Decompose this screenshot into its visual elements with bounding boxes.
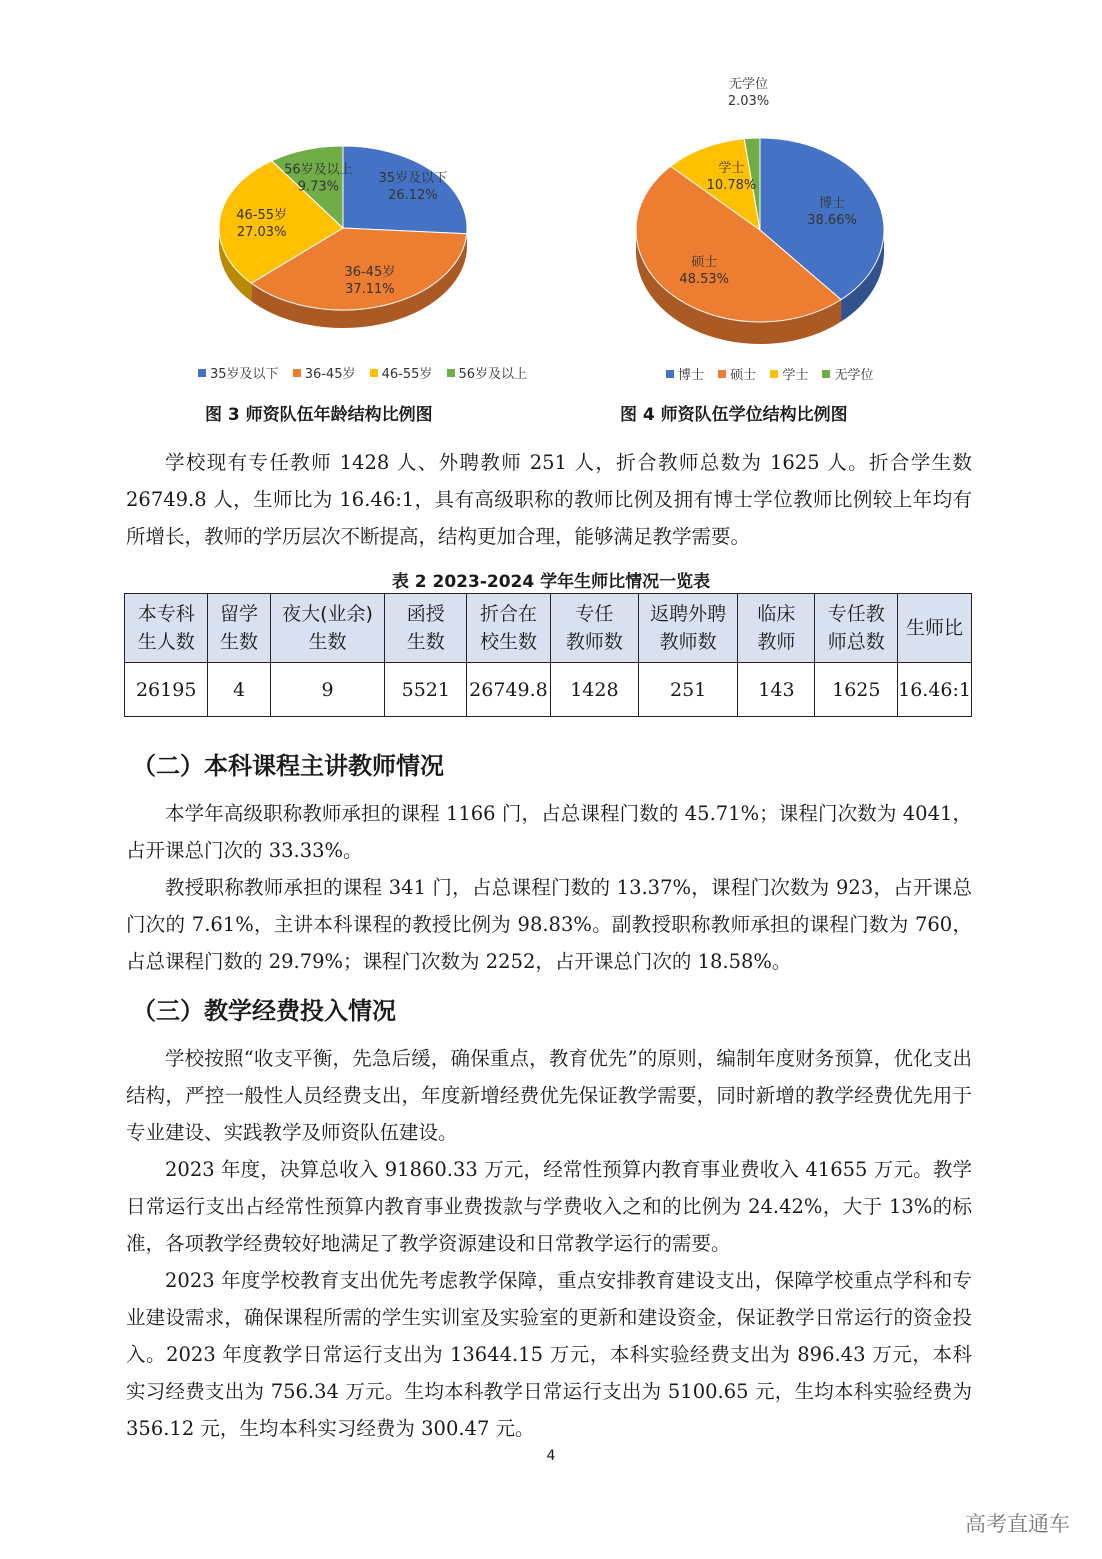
student-teacher-table [124,593,972,717]
pie-label-category: 56岁及以上 [284,162,353,178]
table-cell: 143 [738,663,815,717]
table-header: 生师比 [898,594,972,663]
table-cell: 251 [638,663,737,717]
table-header: 折合在 校生数 [467,594,551,663]
table-header: 专任 教师数 [550,594,638,663]
pie-label-category: 博士 [819,196,846,212]
table-header: 返聘外聘 教师数 [638,594,737,663]
paragraph: 2023 年度学校教育支出优先考虑教学保障，重点安排教育建设支出，保障学校重点学科和专业建设需求，确保课程所需的学生实训室及实验室的更新和建设资金，保证教学日常运行的资金投入。2023 年度教学日常运行支出为 13644.15 万元，本科实验经费支出为 896.43 万元，本科实习经费支出为 756.34 万元。生均本科教学日常运行支出为 5100.65 元，生均本科实验经费为 356.12 元，生均本科实习经费为 300.47 元。 [126,1269,972,1440]
pie-label-category: 36-45岁 [344,265,396,281]
pie-label-value: 27.03% [236,225,287,241]
table-cell: 9 [270,663,385,717]
table-header: 夜大(业余) 生数 [270,594,385,663]
legend-item: 35岁及以下 [198,367,279,382]
paragraph: 学校现有专任教师 1428 人、外聘教师 251 人，折合教师总数为 1625 人。折合学生数 26749.8 人，生师比为 16.46:1，具有高级职称的教师比例及拥有博士学位教师比例较上年均有所增长，教师的学历层次不断提高，结构更加合理，能够满足教学需要。 [126,451,972,548]
pie-label-value: 48.53% [679,272,729,288]
degree-pie-chart [610,76,910,360]
watermark: 高考直通车 [965,1512,1070,1536]
pie-label-value: 10.78% [706,178,757,194]
table-caption: 表 2 2023-2024 学年生师比情况一览表 [391,572,711,592]
age-legend [198,363,537,382]
table-header: 本专科 生人数 [125,594,208,663]
legend-item: 学士 [770,368,808,383]
legend-item: 硕士 [718,368,756,383]
page-number: 4 [546,1448,556,1464]
legend-item: 无学位 [822,368,873,383]
section3-heading: （三）教学经费投入情况 [132,997,396,1025]
fig3-caption: 图 3 师资队伍年龄结构比例图 [205,405,433,425]
table-cell: 4 [208,663,270,717]
paragraph: 学校按照“收支平衡，先急后缓，确保重点，教育优先”的原则，编制年度财务预算，优化支出结构，严控一般性人员经费支出，年度新增经费优先保证教学需要，同时新增的教学经费优先用于专业建设、实践教学及师资队伍建设。 [126,1047,972,1144]
table-header: 专任教 师总数 [815,594,898,663]
pie-label-value: 37.11% [345,282,395,298]
table-cell: 16.46:1 [898,663,972,717]
pie-label-category: 46-55岁 [236,208,288,224]
table-row [125,663,972,717]
table-header-row [125,594,972,663]
paragraph: 2023 年度，决算总收入 91860.33 万元，经常性预算内教育事业费收入 41655 万元。教学日常运行支出占经常性预算内教育事业费拨款与学费收入之和的比例为 24.42%，大于 13%的标准，各项教学经费较好地满足了教学资源建设和日常教学运行的需要。 [126,1158,972,1255]
teacher-summary [126,444,972,555]
paragraph: 本学年高级职称教师承担的课程 1166 门，占总课程门数的 45.71%；课程门次数为 4041，占开课总门次的 33.33%。 [126,802,972,862]
section3-body [126,1040,972,1447]
section2-heading: （二）本科课程主讲教师情况 [132,752,444,780]
age-pie-chart [190,125,520,390]
pie-label-value: 9.73% [297,179,340,195]
table-header: 临床 教师 [738,594,815,663]
pie-label-value: 2.03% [727,93,770,109]
table-header: 函授 生数 [385,594,467,663]
table-header: 留学 生数 [208,594,270,663]
legend-item: 56岁及以上 [447,367,528,382]
table-cell: 1625 [815,663,898,717]
fig4-caption: 图 4 师资队伍学位结构比例图 [620,405,848,425]
pie-label-value: 38.66% [807,213,857,229]
table-cell: 26749.8 [467,663,551,717]
legend-item: 博士 [666,368,704,383]
pie-label-category: 硕士 [691,255,718,271]
table-cell: 1428 [550,663,638,717]
pie-label-category: 35岁及以下 [378,171,448,187]
pie-label-category: 学士 [718,161,745,177]
section2-body [126,795,972,980]
table-cell: 26195 [125,663,208,717]
degree-legend [666,364,883,383]
legend-item: 46-55岁 [370,367,433,382]
table-cell: 5521 [385,663,467,717]
pie-label-category: 无学位 [729,76,769,92]
pie-label-value: 26.12% [388,188,438,204]
paragraph: 教授职称教师承担的课程 341 门，占总课程门数的 13.37%，课程门次数为 923，占开课总门次的 7.61%，主讲本科课程的教授比例为 98.83%。副教授职称教师承担的课程门数为 760，占总课程门数的 29.79%；课程门次数为 2252，占开课总门次的 18.58%。 [126,876,972,973]
legend-item: 36-45岁 [293,367,356,382]
